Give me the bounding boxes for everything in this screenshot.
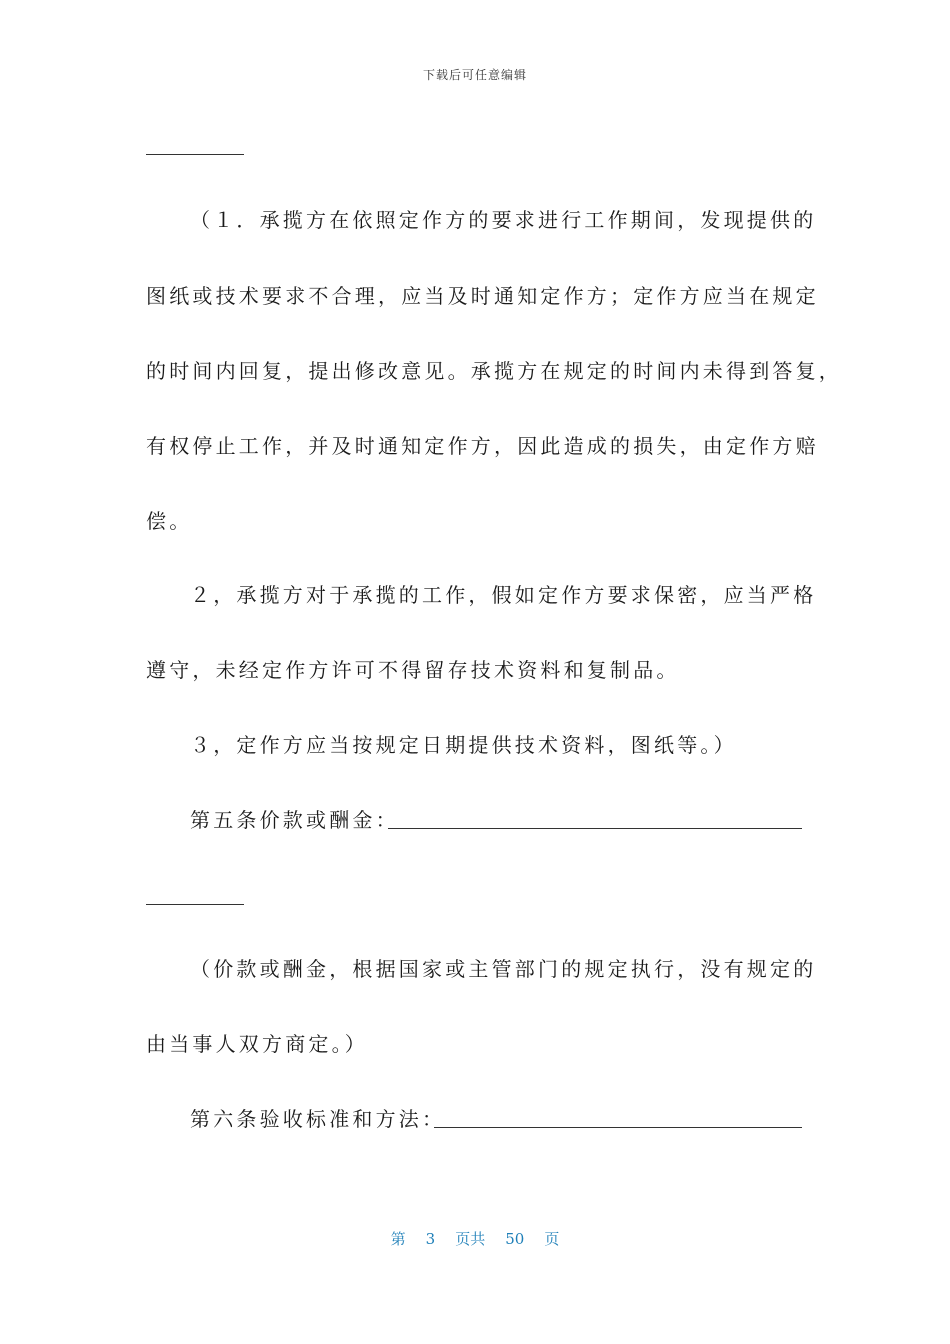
clause6-label: 第六条验收标准和方法： bbox=[190, 1107, 446, 1131]
page-footer bbox=[0, 1228, 950, 1249]
total-page-count: 50 bbox=[505, 1230, 525, 1248]
para1-line: 的时间内回复，提出修改意见。承揽方在规定的时间内未得到答复， bbox=[146, 359, 842, 383]
footer-middle: 页共 bbox=[455, 1230, 486, 1248]
para3-line: ３，定作方应当按规定日期提供技术资料，图纸等。） bbox=[190, 733, 737, 757]
clause6-fill-in-blank bbox=[434, 1127, 802, 1128]
footer-suffix: 页 bbox=[544, 1230, 560, 1248]
clause5-fill-in-blank-cont bbox=[146, 904, 244, 905]
para1-line: 偿。 bbox=[146, 509, 193, 533]
para1-line: （１．承揽方在依照定作方的要求进行工作期间，发现提供的 bbox=[190, 208, 817, 232]
para1-line: 图纸或技术要求不合理，应当及时通知定作方；定作方应当在规定 bbox=[146, 284, 819, 308]
para1-line: 有权停止工作，并及时通知定作方，因此造成的损失，由定作方赔 bbox=[146, 434, 819, 458]
fill-in-blank bbox=[146, 154, 244, 155]
para2-line: 遵守，未经定作方许可不得留存技术资料和复制品。 bbox=[146, 658, 680, 682]
footer-prefix: 第 bbox=[390, 1230, 406, 1248]
clause5-fill-in-blank bbox=[388, 828, 802, 829]
para2-line: ２，承揽方对于承揽的工作，假如定作方要求保密，应当严格 bbox=[190, 583, 817, 607]
para4-line: 由当事人双方商定。） bbox=[146, 1032, 368, 1056]
para4-line: （价款或酬金，根据国家或主管部门的规定执行，没有规定的 bbox=[190, 957, 817, 981]
clause5-label: 第五条价款或酬金： bbox=[190, 808, 399, 832]
current-page-number: 3 bbox=[425, 1230, 436, 1248]
header-note: 下载后可任意编辑 bbox=[422, 68, 527, 82]
